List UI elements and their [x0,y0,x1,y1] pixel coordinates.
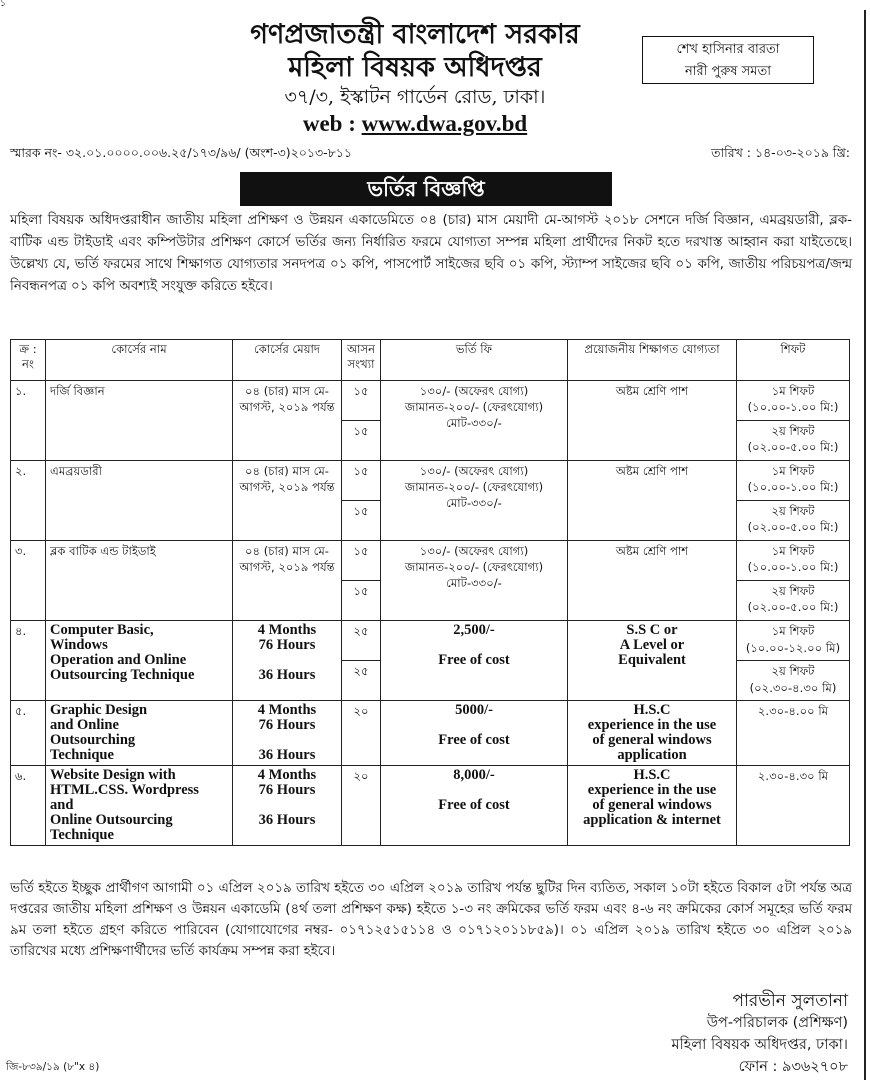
row-shift-2 [737,501,850,541]
shift-time: (০২.০০-৫.০০ মি:) [747,600,839,614]
website-link[interactable]: www.dwa.gov.bd [361,111,528,136]
header-duration: কোর্সের মেয়াদ [233,340,342,381]
shift-label: ১ম শিফট [771,384,815,398]
row-seats-shift-2: ১৫ [342,501,381,541]
intro-paragraph: মহিলা বিষয়ক অধিদপ্তরাধীন জাতীয় মহিলা প্রশিক্ষণ ও উন্নয়ন একাডেমিতে ০৪ (চার) মাস মেয়াদী মে-আগস্ট ২০১৮ সেশনে দর্জি বিজ্ঞান, এমব্রয়ডারী, ব্লক- বাটিক এন্ড টাইডাই এবং কম্পিউটার প্রশিক্ষণ কোর্সে ভর্তির জন্য নির্ধারিত ফরমে যোগ্যতা সম্পন্ন মহিলা প্রার্থীদের নিকট হতে দরখাস্ত আহ্বান করা যাইতেছে। উল্লেখ্য যে, ভর্তি ফরমের সাথে শিক্ষাগত যোগ্যতার সনদপত্র ০১ কপি, পাসপোর্ট সাইজের ছবি ০১ কপি, স্ট্যাম্প সাইজের ছবি ০১ কপি, জাতীয় পরিচয়পত্র/জন্ম নিবন্ধনপত্র ০১ কপি অবশ্যই সংযুক্ত করিতে হইবে। [10,213,852,294]
name-line: Operation and Online [50,652,187,668]
name-line: and [50,797,74,813]
row-seats-shift-1: ১৫ [342,461,381,501]
signatory-name: পারভীন সুলতানা [732,991,848,1011]
name-line: Graphic Design [50,702,148,718]
table-row [11,621,850,661]
table-row [11,461,850,501]
row-seats-shift-1: ১৫ [342,381,381,421]
row-shift-2 [737,661,850,701]
row-fee: ১৩০/- (অফেরৎ যোগ্য) জামানত-২০০/- (ফেরৎযোগ্য) মোট-৩৩০/- [381,541,568,621]
row-shift-1: ১ম শিফট (১০.০০-১২.০০ মি) [737,621,850,661]
qualification-line: H.S.C [633,702,671,718]
reference-code: জি-৮৩৯/১৯ (৮"x ৪) [6,1061,100,1073]
duration-line: 76 Hours [258,782,316,798]
table-row [11,766,850,846]
row-shift-1 [737,541,850,581]
shift-time: (১০.০০-১.০০ মি:) [747,480,839,494]
footer-paragraph: ভর্তি হইতে ইচ্ছুক প্রার্থীগণ আগামী ০১ এপ্রিল ২০১৯ তারিখ হইতে ৩০ এপ্রিল ২০১৯ তারিখ পর্যন্ত ছুটির দিন ব্যতিত, সকাল ১০টা হইতে বিকাল ৫টা পর্যন্ত অত্র দপ্তরের জাতীয় মহিলা প্রশিক্ষণ ও উন্নয়ন একাডেমি (৪র্থ তলা প্রশিক্ষণ কক্ষ) হইতে ১-৩ নং ক্রমিকের ভর্তি ফরম এবং ৪-৬ নং ক্রমিকের কোর্স সমূহের ভর্তি ফরম ৯ম তলা হইতে গ্রহণ করিতে পারিবেন (যোগাযোগের নম্বর- ০১৭১২৫১৫১১৪ ও ০১৭১২০১১৮৫৯)। ০১ এপ্রিল ২০১৯ তারিখ হইতে ৩০ এপ্রিল ২০১৯ তারিখের মধ্যে প্রশিক্ষণার্থীদের ভর্তি কার্যক্রম সম্পন্ন করা হইবে। [10,881,853,959]
fee-line [385,718,563,733]
row-shift-1 [737,381,850,421]
fee-line [385,783,563,798]
top-edge [0,0,870,8]
slogan-line-1: শেখ হাসিনার বারতা [676,42,780,57]
name-line: Website Design with [50,767,176,783]
name-line: Outsourcing Technique [50,667,195,683]
row-course-name [46,621,233,701]
row-duration [233,701,342,766]
row-seats-shift-1: ২৫ [342,621,381,661]
row-qualification [568,701,737,766]
course-table [10,339,850,846]
qualification-line: of general windows [592,797,712,813]
row-qualification: অষ্টম শ্রেণি পাশ [568,381,737,461]
shift-time: (১০.০০-১.০০ মি:) [747,560,839,574]
fee-line: 8,000/- [453,767,495,783]
fee-line: Free of cost [438,652,510,668]
shift-label: ২য় শিফট [771,584,815,598]
row-duration [233,621,342,701]
signatory-office: মহিলা বিষয়ক অধিদপ্তর, ঢাকা। [671,1037,848,1053]
shift-time: (০২.০০-৫.০০ মি:) [747,440,839,454]
fee-line: Free of cost [438,732,510,748]
right-border-line [864,10,866,1080]
row-seats-shift-2: ২৫ [342,661,381,701]
shift-label: ২য় শিফট [771,664,815,678]
row-shift: ২.৩০-৪.৩০ মি [737,766,850,846]
row-duration: ০৪ (চার) মাস মে-আগস্ট, ২০১৯ পর্যন্ত [233,381,342,461]
row-qualification [568,621,737,701]
header-fee: ভর্তি ফি [381,340,568,381]
header-sl: ক্র : নং [11,340,46,381]
department-name: মহিলা বিষয়ক অধিদপ্তর [288,52,542,83]
duration-line [237,653,337,668]
name-line: HTML.CSS. Wordpress [50,782,199,798]
name-line: and Online [50,717,119,733]
memo-date: তারিখ : ১৪-০৩-২০১৯ খ্রি: [711,145,850,160]
row-sl: ৩. [11,541,46,621]
signatory-phone: ফোন : ৯৩৬২৭০৮ [738,1059,848,1075]
row-fee: ১৩০/- (অফেরৎ যোগ্য) জামানত-২০০/- (ফেরৎযোগ্য) মোট-৩৩০/- [381,381,568,461]
row-fee [381,766,568,846]
table-row [11,381,850,421]
row-fee: ১৩০/- (অফেরৎ যোগ্য) জামানত-২০০/- (ফেরৎযোগ্য) মোট-৩৩০/- [381,461,568,541]
row-sl: ৪. [11,621,46,701]
shift-time: (০২.০০-৫.০০ মি:) [747,520,839,534]
qualification-line: of general windows [592,732,712,748]
name-line: Computer Basic, [50,622,154,638]
row-course-name: দর্জি বিজ্ঞান [46,381,233,461]
row-shift-2 [737,421,850,461]
shift-time: (০২.৩০-৪.৩০ মি) [749,681,837,695]
slogan-line-2: নারী পুরুষ সমতা [685,64,771,79]
fee-line: Free of cost [438,797,510,813]
signature-block [598,990,848,1078]
qualification-line: experience in the use [587,717,717,733]
name-line: Outsourching [50,732,136,748]
fee-line: 5000/- [455,702,493,718]
row-seats: ২০ [342,766,381,846]
row-shift-2 [737,581,850,621]
row-course-name: এমব্রয়ডারী [46,461,233,541]
website-line [180,110,650,138]
government-name: গণপ্রজাতন্ত্রী বাংলাদেশ সরকার [250,19,580,50]
slogan-box [642,36,814,84]
row-duration [233,766,342,846]
row-fee [381,621,568,701]
duration-line [237,733,337,748]
qualification-line: Equivalent [618,652,686,668]
row-course-name [46,701,233,766]
row-seats-shift-2: ১৫ [342,581,381,621]
name-line: Technique [50,827,114,843]
header-seats: আসন সংখ্যা [342,340,381,381]
fee-line [385,638,563,653]
web-label: web : [302,111,362,136]
duration-line: 4 Months [257,702,317,718]
name-line: Technique [50,747,114,763]
shift-label: ১ম শিফট [771,464,815,478]
row-shift: ২.৩০-৪.০০ মি [737,701,850,766]
duration-line: 4 Months [257,622,317,638]
name-line: Windows [50,637,108,653]
shift-time: (১০.০০-১.০০ মি:) [747,400,839,414]
header-shift: শিফট [737,340,850,381]
letterhead [180,18,650,138]
corner-mark: ১ [0,0,6,9]
fee-line: 2,500/- [453,622,495,638]
row-sl: ২. [11,461,46,541]
duration-line: 4 Months [257,767,317,783]
row-sl: ১. [11,381,46,461]
row-sl: ৬. [11,766,46,846]
office-address: ৩৭/৩, ইস্কাটন গার্ডেন রোড, ঢাকা। [284,86,546,108]
row-fee [381,701,568,766]
header-qualification: প্রয়োজনীয় শিক্ষাগত যোগ্যতা [568,340,737,381]
qualification-line: application & internet [583,812,721,828]
qualification-line: A Level or [619,637,685,653]
shift-label: ২য় শিফট [771,424,815,438]
notice-title: ভর্তির বিজ্ঞপ্তি [240,172,612,206]
memo-number: স্মারক নং- ৩২.০১.০০০০.০০৬.২৫/১৭৩/৯৬/ (অংশ-৩)২০১৩-৮১১ [10,145,352,160]
row-qualification [568,766,737,846]
qualification-line: application [617,747,687,763]
table-header-row [11,340,850,381]
duration-line: 36 Hours [258,667,316,683]
row-duration: ০৪ (চার) মাস মে-আগস্ট, ২০১৯ পর্যন্ত [233,461,342,541]
row-qualification: অষ্টম শ্রেণি পাশ [568,541,737,621]
row-course-name: ব্লক বাটিক এন্ড টাইডাই [46,541,233,621]
row-shift-1 [737,461,850,501]
shift-label: ২য় শিফট [771,504,815,518]
header-course-name: কোর্সের নাম [46,340,233,381]
duration-line: 76 Hours [258,717,316,733]
qualification-line: S.S C or [626,622,678,638]
row-duration: ০৪ (চার) মাস মে-আগস্ট, ২০১৯ পর্যন্ত [233,541,342,621]
duration-line: 36 Hours [258,747,316,763]
row-course-name [46,766,233,846]
row-sl: ৫. [11,701,46,766]
name-line: Online Outsourcing [50,812,173,828]
duration-line: 36 Hours [258,812,316,828]
row-qualification: অষ্টম শ্রেণি পাশ [568,461,737,541]
qualification-line: experience in the use [587,782,717,798]
table-row [11,701,850,766]
row-seats: ২০ [342,701,381,766]
row-seats-shift-1: ১৫ [342,541,381,581]
row-seats-shift-2: ১৫ [342,421,381,461]
duration-line [237,798,337,813]
table-row [11,541,850,581]
signatory-designation: উপ-পরিচালক (প্রশিক্ষণ) [706,1015,848,1031]
shift-label: ১ম শিফট [771,544,815,558]
qualification-line: H.S.C [633,767,671,783]
duration-line: 76 Hours [258,637,316,653]
